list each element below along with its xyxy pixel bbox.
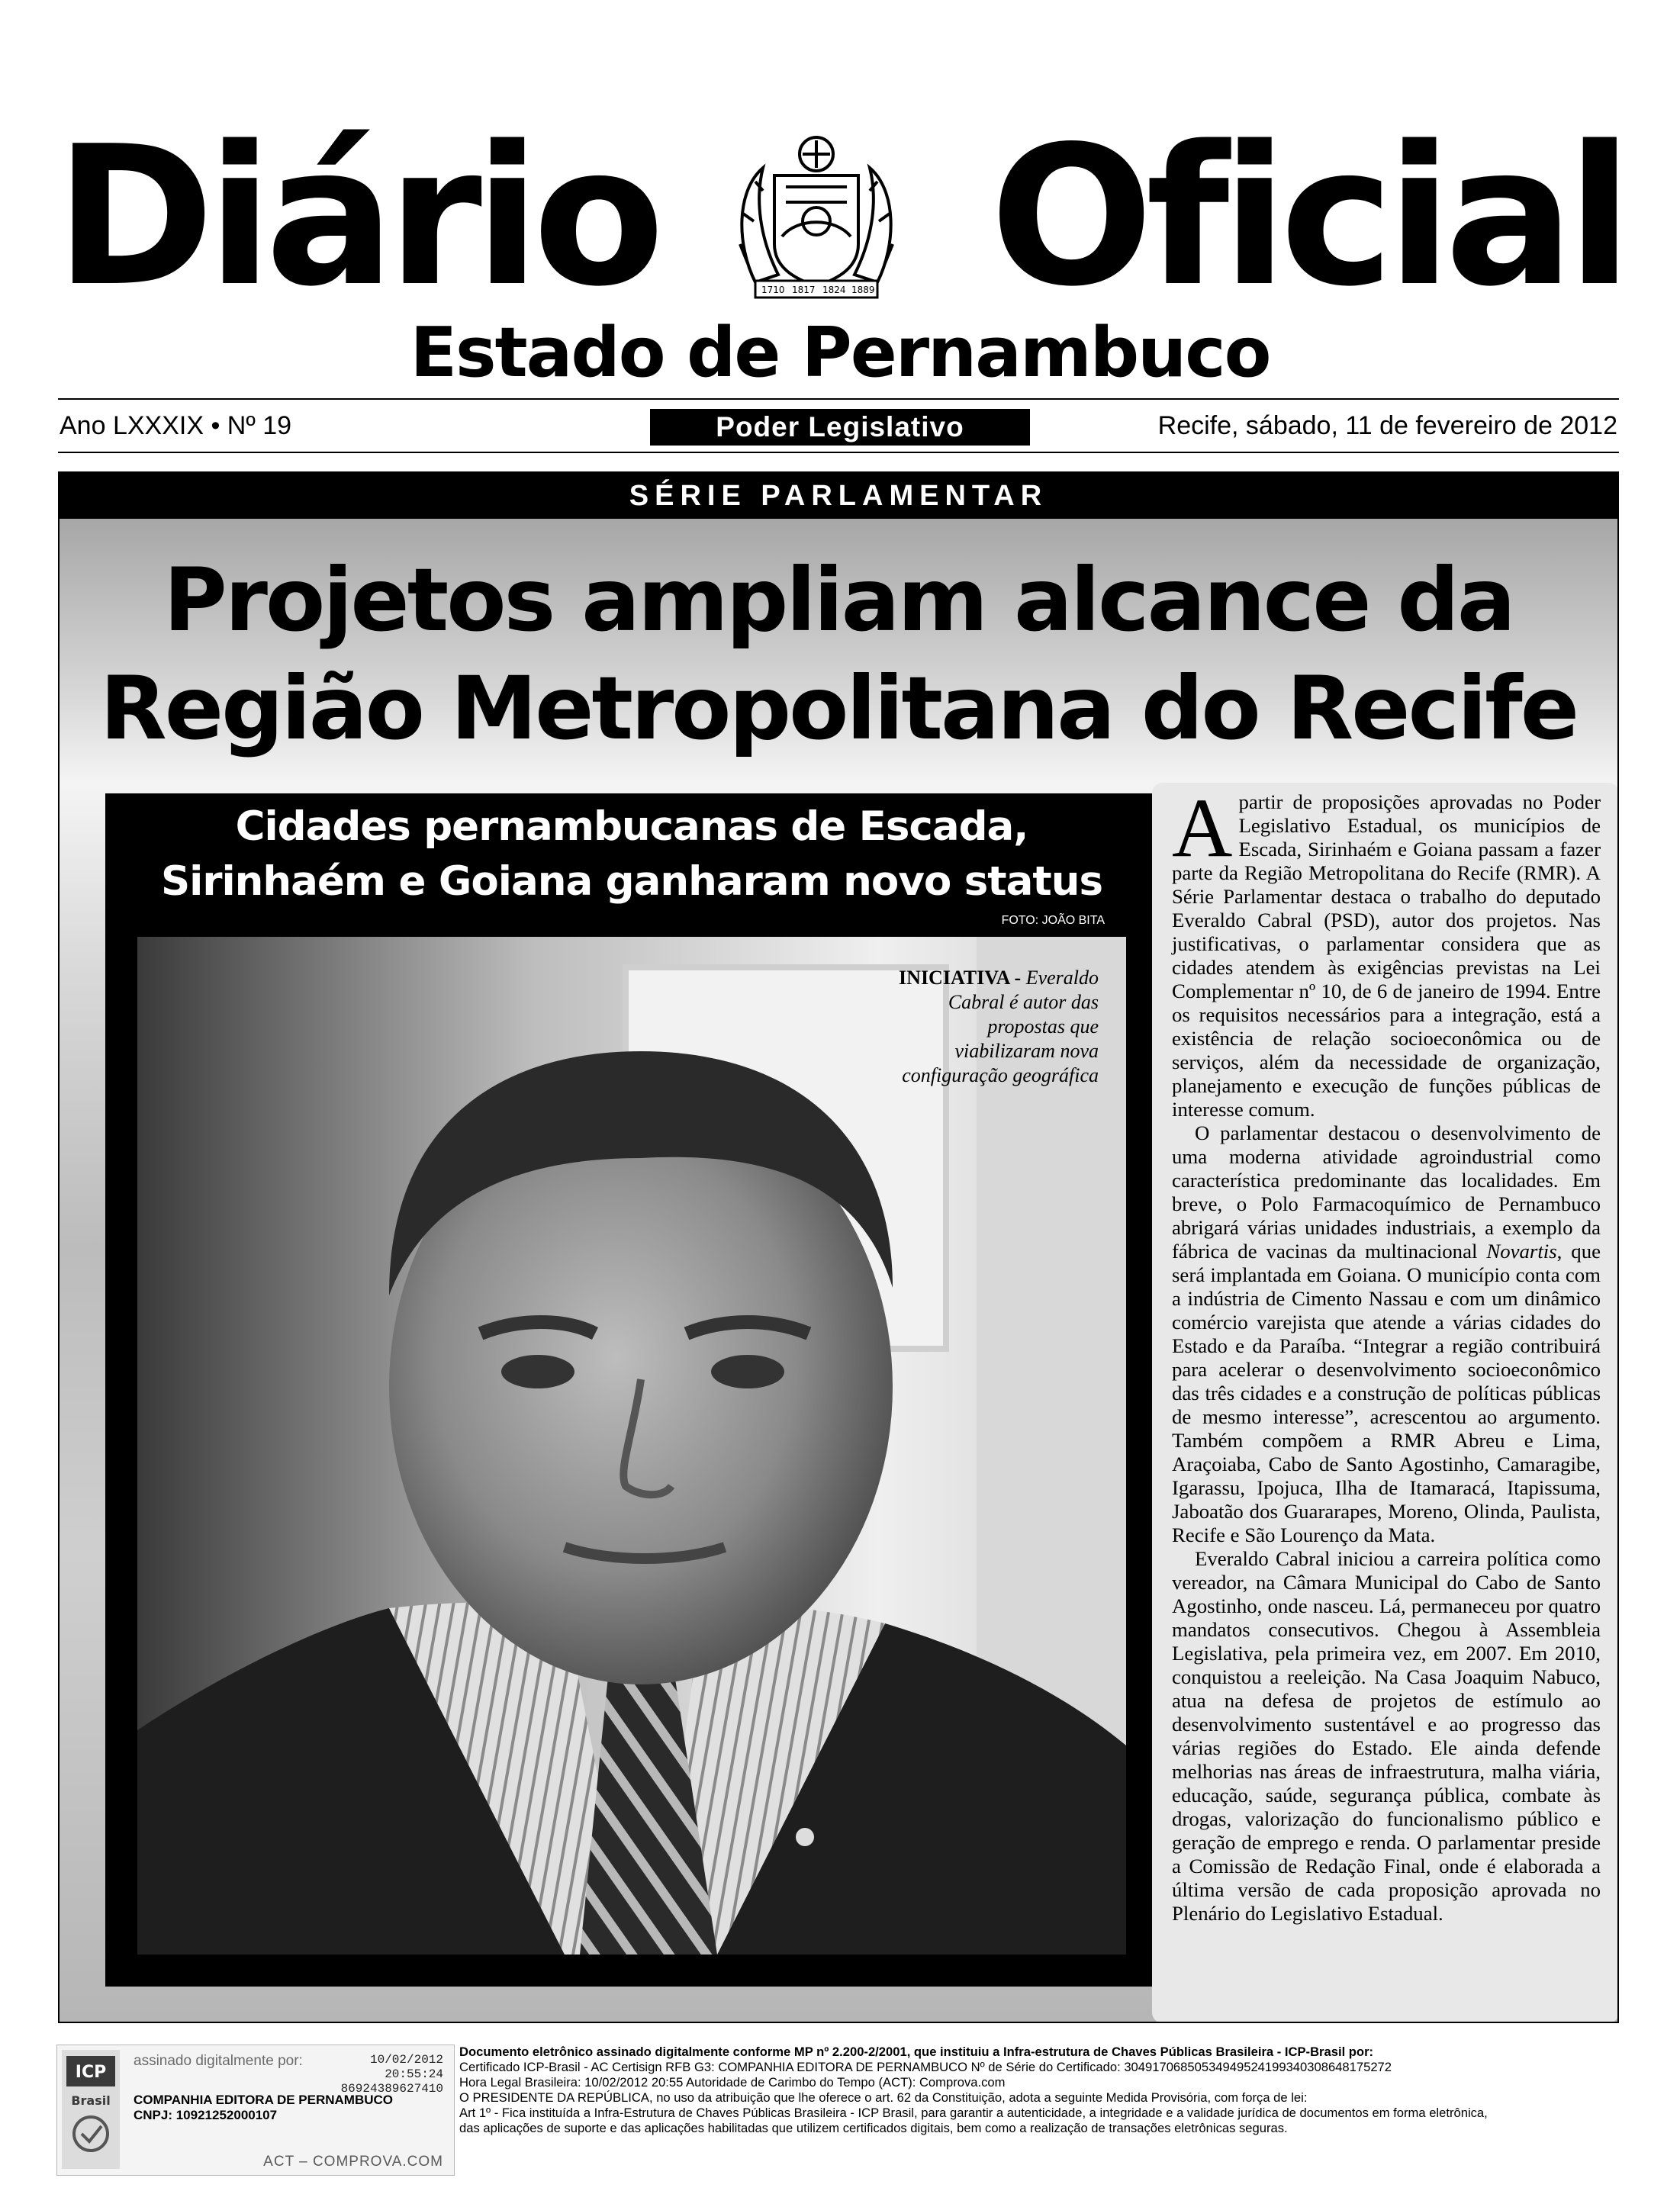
article-paragraph-2 [1172, 1121, 1601, 1547]
legal-notice [459, 2045, 1634, 2136]
coat-date-4: 1889 [851, 285, 875, 295]
masthead-subtitle: Estado de Pernambuco [410, 313, 1270, 393]
deck-line-1: Cidades pernambucanas de Escada, [235, 803, 1028, 850]
masthead-title-left: Diário [55, 105, 658, 329]
legal-line-6: das aplicações de suporte e das aplicações habilitadas que utilizem certificados digitais, bem como a realização de transações eletrônicas seguras. [459, 2121, 1288, 2135]
signature-date: 10/02/2012 [369, 2053, 443, 2067]
act-label: ACT – COMPROVA.COM [263, 2154, 443, 2170]
article-paragraph-2-part-1: O parlamentar destacou o desenvolvimento de uma moderna atividade agroindustrial como característica predominante das localidades. Em breve, o Polo Farmacoquímico de Pernambuco abrigará várias unidades industriais, a exemplo da fábrica de vacinas da multinacional [1172, 1121, 1601, 1263]
signed-label: assinado digitalmente por: [134, 2053, 303, 2069]
photo-credit: FOTO: JOÃO BITA [1001, 914, 1105, 927]
deck [105, 800, 1158, 909]
portrait-photo [137, 937, 1126, 1955]
legal-line-5: Art 1º - Fica instituída a Infra-Estrutura de Chaves Públicas Brasileira - ICP Brasil, para garantir a autenticidade, a integridade e a validade jurídica de documentos em forma eletrônica, [459, 2106, 1488, 2120]
signature-timestamp [341, 2053, 443, 2096]
headline-line-2: Região Metropolitana do Recife [99, 658, 1578, 759]
legal-line-3: Hora Legal Brasileira: 10/02/2012 20:55 Autoridade de Carimbo do Tempo (ACT): Comprova.com [459, 2075, 1006, 2090]
caption-text: Everaldo Cabral é autor das propostas que viabilizaram nova configuração geográfica [902, 967, 1099, 1086]
dateline: Recife, sábado, 11 de fevereiro de 2012 [1157, 411, 1617, 440]
coat-date-2: 1817 [792, 285, 816, 295]
caption-title: INICIATIVA - [899, 967, 1022, 989]
legal-line-2: Certificado ICP-Brasil - AC Certisign RFB G3: COMPANHIA EDITORA DE PERNAMBUCO Nº de Série do Certificado: 3049170685053494952419934030864817527​2 [459, 2060, 1392, 2074]
signer-company: COMPANHIA EDITORA DE PERNAMBUCO [134, 2093, 394, 2107]
legal-line-4: O PRESIDENTE DA REPÚBLICA, no uso da atribuição que lhe oferece o art. 62 da Constituição, adota a seguinte Medida Provisória, com força de lei: [459, 2090, 1308, 2105]
footer [0, 2034, 1680, 2191]
svg-text:Brasil: Brasil [71, 2093, 111, 2108]
icp-brasil-logo-icon [62, 2050, 120, 2169]
masthead [0, 105, 1680, 329]
feature-panel [58, 471, 1619, 2023]
masthead-rule-top [58, 398, 1619, 400]
headline [60, 546, 1617, 763]
masthead-title-right: Oficial [990, 105, 1625, 329]
legal-line-1: Documento eletrônico assinado digitalmente conforme MP nº 2.200-2/2001, que instituiu a Infra-estrutura de Chaves Públicas Brasileira - ICP-Brasil por: [459, 2045, 1374, 2059]
coat-date-3: 1824 [822, 285, 846, 295]
article-body [1152, 783, 1619, 2023]
photo-box [105, 793, 1158, 1987]
signature-code: 86924389627410 [340, 2082, 443, 2096]
signature-time: 20:55:24 [385, 2067, 443, 2081]
headline-line-1: Projetos ampliam alcance da [163, 549, 1514, 651]
issue-number: Ano LXXXIX • Nº 19 [60, 411, 292, 440]
signer-cnpj: CNPJ: 10921252000107 [134, 2108, 278, 2122]
masthead-rule-bottom [58, 452, 1619, 453]
article-paragraph-2-part-2: , que será implantada em Goiana. O município conta com a indústria de Cimento Nassau e com um dinâmico comércio varejista que atende a várias cidades do Estado e da Paraíba. “Integrar a região contribuirá para acelerar o desenvolvimento socioeconômico das três cidades e a construção de políticas públicas de mesmo interesse”, acrescentou ao argumento. Também compõem a RMR Abreu e Lima, Araçoiaba, Cabo de Santo Agostinho, Camaragibe, Igarassu, Ipojuca, Ilha de Itamaracá, Itapissuma, Jaboatão dos Guararapes, Moreno, Olinda, Paulista, Recife e São Lourenço da Mata. [1172, 1240, 1601, 1546]
coat-date-1: 1710 [761, 285, 785, 295]
article-paragraph-3: Everaldo Cabral iniciou a carreira política como vereador, na Câmara Municipal do Cabo de Santo Agostinho, onde nasceu. Lá, permaneceu por quatro mandatos consecutivos. Chegou à Assembleia Legislativa, pela primeira vez, em 2007. Em 2010, conquistou a reeleição. Na Casa Joaquim Nabuco, atua na defesa de projetos de estímulo ao desenvolvimento sustentável e ao progresso das várias regiões do Estado. Ele ainda defende melhorias nas áreas de infraestrutura, malha viária, educação, saúde, segurança pública, combate às drogas, valorização do funcionalismo público e geração de emprego e renda. O parlamentar preside a Comissão de Redação Final, onde é elaborada a última versão de cada proposição aprovada no Plenário do Legislativo Estadual. [1172, 1547, 1601, 1925]
article-paragraph-1: partir de proposições aprovadas no Poder Legislativo Estadual, os municípios de Escada, Sirinhaém e Goiana passam a fazer parte da Região Metropolitana do Recife (RMR). A Série Parlamentar destaca o trabalho do deputado Everaldo Cabral (PSD), autor dos projetos. Nas justificativas, o parlamentar considera que as cidades atendem às exigências previstas na Lei Complementar nº 10, de 6 de janeiro de 1994. Entre os requisitos necessários para a integração, está a existência de relação socioeconômica ou de serviços, além da necessidade de organização, planejamento e execução de funções públicas de interesse comum. [1172, 790, 1601, 1121]
deck-line-2: Sirinhaém e Goiana ganharam novo status [160, 858, 1102, 905]
coat-of-arms-icon [732, 130, 900, 305]
article-paragraph-2-italic: Novartis [1486, 1240, 1557, 1263]
svg-text:ICP: ICP [75, 2063, 107, 2082]
drop-cap: A [1172, 781, 1233, 874]
photo-caption [899, 966, 1099, 1088]
series-banner: SÉRIE PARLAMENTAR [60, 473, 1617, 519]
digital-signature-stamp [56, 2045, 455, 2176]
section-badge: Poder Legislativo [650, 409, 1030, 446]
